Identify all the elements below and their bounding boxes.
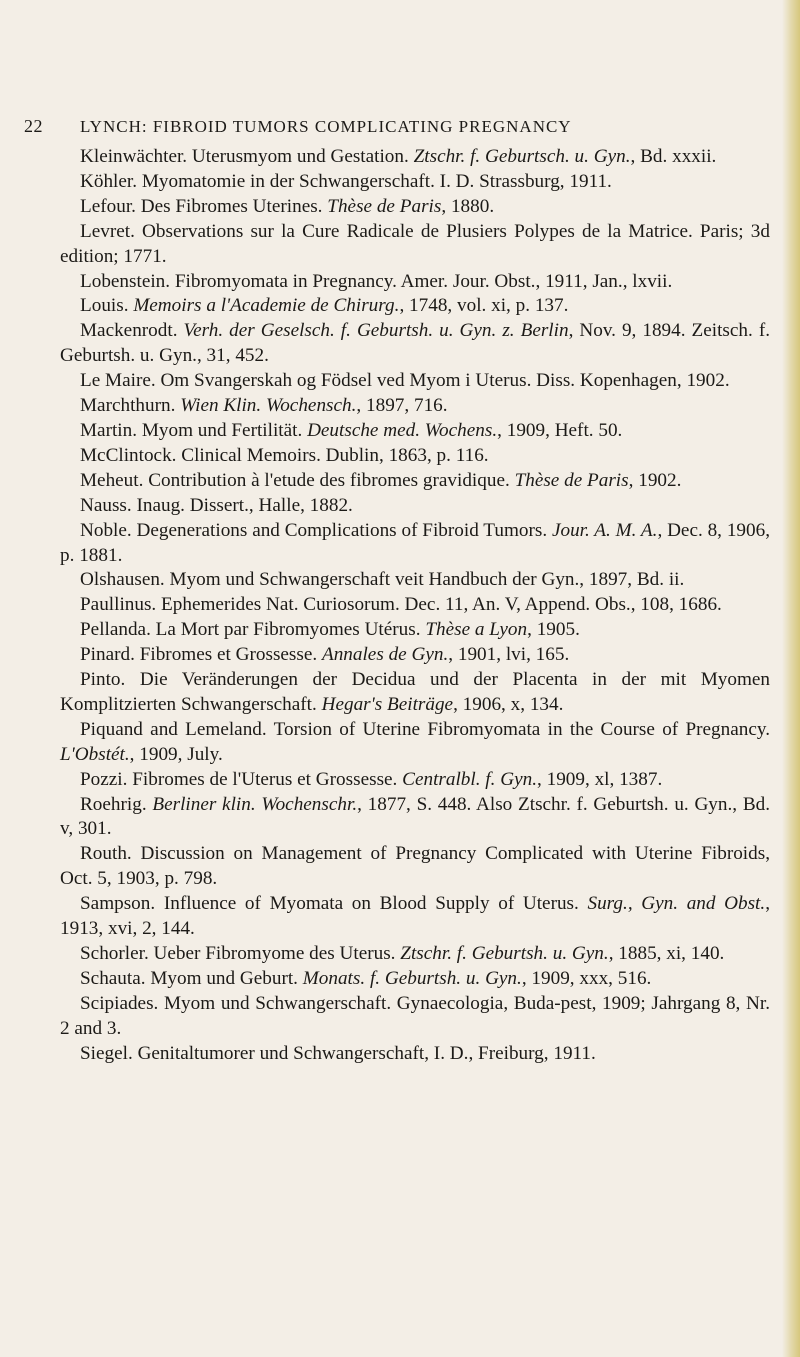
entry-journal: Thèse a Lyon bbox=[425, 619, 528, 641]
bibliography-entry bbox=[60, 992, 770, 1042]
entry-author: Le Maire. bbox=[80, 370, 156, 392]
bibliography-entry bbox=[60, 319, 770, 369]
entry-text: Influence of Myomata on Blood Supply of Uterus. bbox=[155, 893, 588, 915]
entry-rest: , 1885, xi, 140. bbox=[608, 943, 725, 964]
entry-author: Pozzi. bbox=[80, 768, 128, 790]
bibliography-entry bbox=[60, 668, 770, 718]
entry-rest: , 1877, S. 448. Also Ztschr. f. Geburtsh. u. Gyn., Bd. v, 301. bbox=[60, 793, 771, 840]
entry-rest: , Bd. xxxii. bbox=[630, 146, 717, 167]
entry-text: Inaug. Dissert., Halle, 1882. bbox=[131, 494, 353, 516]
entry-text: Ephemerides Nat. Curiosorum. Dec. 11, An. V, Append. Obs., 108, 1686. bbox=[156, 594, 722, 616]
entry-rest: , 1901, lvi, 165. bbox=[448, 644, 570, 666]
entry-text: Myom und Schwangerschaft. Gynaecologia, Buda-pest, 1909; Jahrgang 8, Nr. 2 and 3. bbox=[60, 992, 770, 1039]
entry-journal: Jour. A. M. A. bbox=[551, 519, 658, 541]
entry-text: Torsion of Uterine Fibromyomata in the Course of Pregnancy. bbox=[266, 718, 770, 740]
entry-author: Köhler. bbox=[80, 170, 138, 192]
entry-journal: Monats. f. Geburtsh. u. Gyn. bbox=[302, 967, 522, 989]
bibliography-entry bbox=[60, 1042, 770, 1067]
entry-journal: Wien Klin. Wochensch. bbox=[180, 395, 357, 417]
entry-text: Myom und Geburt. bbox=[145, 967, 303, 989]
entry-author: Lefour. bbox=[80, 195, 136, 217]
bibliography-entry bbox=[60, 942, 770, 967]
entry-journal: Surg., Gyn. and Obst. bbox=[587, 893, 766, 915]
entry-text: Des Fibromes Uterines. bbox=[135, 195, 328, 217]
bibliography-entry bbox=[60, 568, 770, 593]
bibliography-entry bbox=[60, 593, 770, 618]
entry-text: Die Veränderungen der Decidua und der Placenta in der mit Myomen Komplitzierten Schwangerschaft. bbox=[60, 669, 770, 715]
entry-author: Pinto. bbox=[80, 669, 126, 691]
bibliography-entry bbox=[60, 444, 770, 469]
entry-author: Routh. bbox=[80, 843, 132, 865]
bibliography-entry bbox=[60, 220, 770, 270]
entry-text: Fibromes de l'Uterus et Grossesse. bbox=[127, 768, 403, 790]
bibliography-list bbox=[60, 145, 770, 1067]
entry-text: Myom und Fertilität. bbox=[137, 419, 308, 441]
bibliography-entry bbox=[60, 643, 770, 668]
entry-text: Fibromes et Grossesse. bbox=[134, 644, 322, 666]
bibliography-entry bbox=[60, 618, 770, 643]
entry-author: Schauta. bbox=[80, 967, 146, 989]
entry-author: Schorler. bbox=[80, 943, 149, 964]
entry-author: Mackenrodt. bbox=[80, 320, 178, 342]
bibliography-entry bbox=[60, 469, 770, 494]
bibliography-entry bbox=[60, 195, 770, 220]
entry-author: Olshausen. bbox=[80, 569, 165, 591]
bibliography-entry bbox=[60, 768, 770, 793]
entry-author: Kleinwächter. bbox=[80, 146, 188, 167]
entry-journal: Centralbl. f. Gyn. bbox=[402, 768, 537, 790]
entry-author: Roehrig. bbox=[80, 793, 147, 815]
entry-author: Martin. bbox=[80, 419, 138, 441]
bibliography-entry bbox=[60, 369, 770, 394]
running-title: LYNCH: FIBROID TUMORS COMPLICATING PREGNANCY bbox=[80, 117, 572, 136]
entry-rest: , 1902. bbox=[628, 469, 682, 491]
entry-journal: Memoirs a l'Academie de Chirurg. bbox=[133, 295, 400, 317]
entry-text: Genitaltumorer und Schwangerschaft, I. D., Freiburg, 1911. bbox=[132, 1042, 596, 1064]
entry-rest: , 1897, 716. bbox=[356, 395, 448, 417]
entry-author: Pinard. bbox=[80, 644, 135, 666]
entry-text: Uterusmyom und Gestation. bbox=[187, 146, 414, 167]
entry-text: Contribution à l'etude des fibromes gravidique. bbox=[143, 469, 515, 491]
entry-journal: Annales de Gyn. bbox=[321, 644, 449, 666]
entry-text: Myom und Schwangerschaft veit Handbuch der Gyn., 1897, Bd. ii. bbox=[164, 569, 685, 591]
bibliography-entry bbox=[60, 842, 770, 892]
entry-author: Pellanda. bbox=[80, 619, 151, 641]
entry-rest: , 1909, xl, 1387. bbox=[537, 768, 663, 790]
entry-author: Marchthurn. bbox=[80, 395, 176, 417]
entry-rest: , Dec. 8, 1906, p. 1881. bbox=[60, 519, 770, 566]
entry-journal: Thèse de Paris bbox=[514, 469, 629, 491]
bibliography-entry bbox=[60, 394, 770, 419]
entry-author: Noble. bbox=[80, 519, 132, 541]
bibliography-entry bbox=[60, 494, 770, 519]
entry-author: Lobenstein. bbox=[80, 270, 171, 292]
entry-text: Discussion on Management of Pregnancy Complicated with Uterine Fibroids, Oct. 5, 1903, p. 798. bbox=[60, 843, 770, 890]
entry-rest: , 1905. bbox=[527, 619, 580, 641]
entry-rest: , 1906, x, 134. bbox=[453, 693, 564, 715]
entry-text: Degenerations and Complications of Fibroid Tumors. bbox=[131, 519, 552, 541]
entry-author: Scipiades. bbox=[80, 992, 159, 1014]
entry-text: Ueber Fibromyome des Uterus. bbox=[148, 943, 401, 964]
entry-rest: , 1909, Heft. 50. bbox=[497, 419, 623, 441]
bibliography-entry bbox=[60, 519, 770, 569]
entry-rest: , 1880. bbox=[441, 195, 495, 217]
bibliography-entry bbox=[60, 793, 770, 843]
entry-journal: Verh. der Geselsch. f. Geburtsh. u. Gyn. z. Berlin bbox=[183, 320, 569, 342]
entry-author: Piquand and Lemeland. bbox=[80, 718, 267, 740]
entry-rest: , 1748, vol. xi, p. 137. bbox=[399, 295, 569, 317]
page-edge bbox=[782, 0, 800, 1357]
bibliography-entry bbox=[60, 170, 770, 195]
entry-journal: Ztschr. f. Geburtsch. u. Gyn. bbox=[413, 146, 631, 167]
entry-text: Observations sur la Cure Radicale de Plusiers Polypes de la Matrice. Paris; 3d edition; 1771. bbox=[60, 220, 770, 267]
bibliography-entry bbox=[60, 967, 770, 992]
entry-rest: , 1909, July. bbox=[129, 743, 223, 765]
entry-author: McClintock. bbox=[80, 444, 177, 466]
entry-text: Om Svangerskah og Födsel ved Myom i Uterus. Diss. Kopenhagen, 1902. bbox=[155, 370, 730, 392]
entry-text: Myomatomie in der Schwangerschaft. I. D. Strassburg, 1911. bbox=[137, 170, 612, 192]
entry-rest: , 1909, xxx, 516. bbox=[521, 967, 652, 989]
entry-author: Paullinus. bbox=[80, 594, 157, 616]
entry-journal: Hegar's Beiträge bbox=[321, 693, 454, 715]
bibliography-entry bbox=[60, 270, 770, 295]
entry-rest: , 1913, xvi, 2, 144. bbox=[60, 893, 770, 940]
page-number: 22 bbox=[24, 116, 43, 136]
running-head bbox=[24, 116, 724, 137]
bibliography-entry bbox=[60, 892, 770, 942]
entry-author: Siegel. bbox=[80, 1042, 133, 1064]
bibliography-entry bbox=[60, 145, 770, 170]
entry-author: Sampson. bbox=[80, 893, 156, 915]
entry-author: Meheut. bbox=[80, 469, 144, 491]
entry-journal: L'Obstét. bbox=[60, 743, 130, 765]
bibliography-entry bbox=[60, 419, 770, 444]
bibliography-entry bbox=[60, 718, 770, 768]
entry-journal: Thèse de Paris bbox=[327, 195, 442, 217]
entry-author: Louis. bbox=[80, 295, 129, 317]
entry-journal: Berliner klin. Wochenschr. bbox=[152, 793, 358, 815]
entry-journal: Deutsche med. Wochens. bbox=[307, 419, 498, 441]
entry-text: Clinical Memoirs. Dublin, 1863, p. 116. bbox=[176, 444, 489, 466]
entry-author: Nauss. bbox=[80, 494, 132, 516]
entry-author: Levret. bbox=[80, 220, 135, 242]
bibliography-entry bbox=[60, 294, 770, 319]
entry-journal: Ztschr. f. Geburtsh. u. Gyn. bbox=[400, 943, 609, 964]
entry-text: La Mort par Fibromyomes Utérus. bbox=[150, 619, 426, 641]
entry-text: Fibromyomata in Pregnancy. Amer. Jour. Obst., 1911, Jan., lxvii. bbox=[170, 270, 673, 292]
entry-rest: , Nov. 9, 1894. Zeitsch. f. Geburtsh. u. Gyn., 31, 452. bbox=[60, 320, 771, 367]
